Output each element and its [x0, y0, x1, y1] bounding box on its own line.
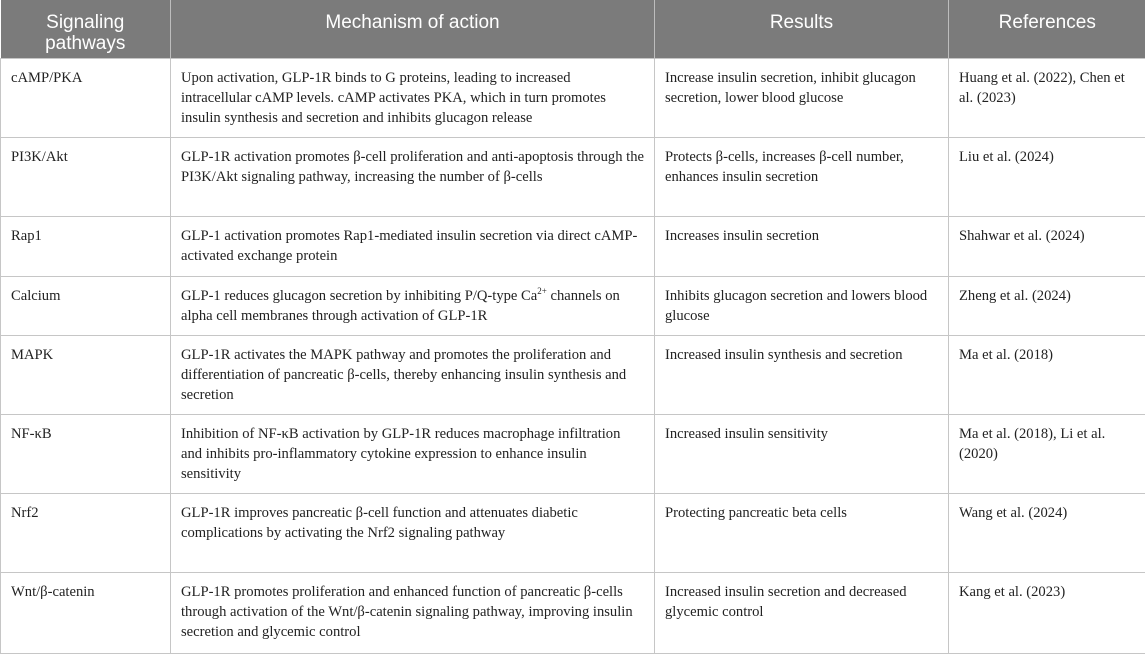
- mechanism-cell: GLP-1R improves pancreatic β-cell function and attenuates diabetic complications by activating the Nrf2 signaling pathway: [171, 493, 655, 572]
- pathway-cell: Nrf2: [1, 493, 171, 572]
- table-row: [1, 493, 1145, 572]
- table-row: [1, 414, 1145, 493]
- mechanism-text: GLP-1 reduces glucagon secretion by inhibiting P/Q-type Ca: [181, 288, 537, 304]
- references-cell: Zheng et al. (2024): [949, 276, 1145, 335]
- table-row: [1, 572, 1145, 653]
- results-cell: Increase insulin secretion, inhibit glucagon secretion, lower blood glucose: [655, 58, 949, 137]
- mechanism-cell: [171, 276, 655, 335]
- table-row: [1, 216, 1145, 276]
- references-cell: Ma et al. (2018): [949, 335, 1145, 414]
- references-cell: Ma et al. (2018), Li et al. (2020): [949, 414, 1145, 493]
- references-cell: Wang et al. (2024): [949, 493, 1145, 572]
- header-references: References: [949, 0, 1145, 58]
- header-signaling-pathways: Signaling pathways: [1, 0, 171, 58]
- pathway-cell: cAMP/PKA: [1, 58, 171, 137]
- header-results: Results: [655, 0, 949, 58]
- table-row: [1, 137, 1145, 216]
- table-row: [1, 58, 1145, 137]
- pathway-cell: Wnt/β-catenin: [1, 572, 171, 653]
- results-cell: Increases insulin secretion: [655, 216, 949, 276]
- header-row: [1, 0, 1145, 58]
- pathway-cell: NF-κB: [1, 414, 171, 493]
- results-cell: Increased insulin sensitivity: [655, 414, 949, 493]
- references-cell: Huang et al. (2022), Chen et al. (2023): [949, 58, 1145, 137]
- pathway-cell: PI3K/Akt: [1, 137, 171, 216]
- pathway-cell: Calcium: [1, 276, 171, 335]
- table-row: [1, 276, 1145, 335]
- pathway-cell: MAPK: [1, 335, 171, 414]
- table-row: [1, 335, 1145, 414]
- pathway-cell: Rap1: [1, 216, 171, 276]
- mechanism-text: channels on alpha cell membranes through activation of GLP-1R: [181, 288, 620, 324]
- mechanism-cell: GLP-1R activates the MAPK pathway and promotes the proliferation and differentiation of pancreatic β-cells, thereby enhancing insulin synthesis and secretion: [171, 335, 655, 414]
- mechanism-cell: Inhibition of NF-κB activation by GLP-1R reduces macrophage infiltration and inhibits pro-inflammatory cytokine expression to enhance insulin sensitivity: [171, 414, 655, 493]
- results-cell: Protecting pancreatic beta cells: [655, 493, 949, 572]
- references-cell: Liu et al. (2024): [949, 137, 1145, 216]
- mechanism-cell: GLP-1R promotes proliferation and enhanced function of pancreatic β-cells through activation of the Wnt/β-catenin signaling pathway, improving insulin secretion and glycemic control: [171, 572, 655, 653]
- superscript-charge: 2+: [537, 286, 547, 296]
- results-cell: Inhibits glucagon secretion and lowers blood glucose: [655, 276, 949, 335]
- references-cell: Shahwar et al. (2024): [949, 216, 1145, 276]
- results-cell: Protects β-cells, increases β-cell number, enhances insulin secretion: [655, 137, 949, 216]
- results-cell: Increased insulin secretion and decreased glycemic control: [655, 572, 949, 653]
- mechanism-cell: GLP-1R activation promotes β-cell proliferation and anti-apoptosis through the PI3K/Akt signaling pathway, increasing the number of β-cells: [171, 137, 655, 216]
- mechanism-cell: GLP-1 activation promotes Rap1-mediated insulin secretion via direct cAMP-activated exchange protein: [171, 216, 655, 276]
- header-mechanism-of-action: Mechanism of action: [171, 0, 655, 58]
- mechanism-cell: Upon activation, GLP-1R binds to G proteins, leading to increased intracellular cAMP levels. cAMP activates PKA, which in turn promotes insulin synthesis and secretion and inhibits glucagon release: [171, 58, 655, 137]
- references-cell: Kang et al. (2023): [949, 572, 1145, 653]
- results-cell: Increased insulin synthesis and secretion: [655, 335, 949, 414]
